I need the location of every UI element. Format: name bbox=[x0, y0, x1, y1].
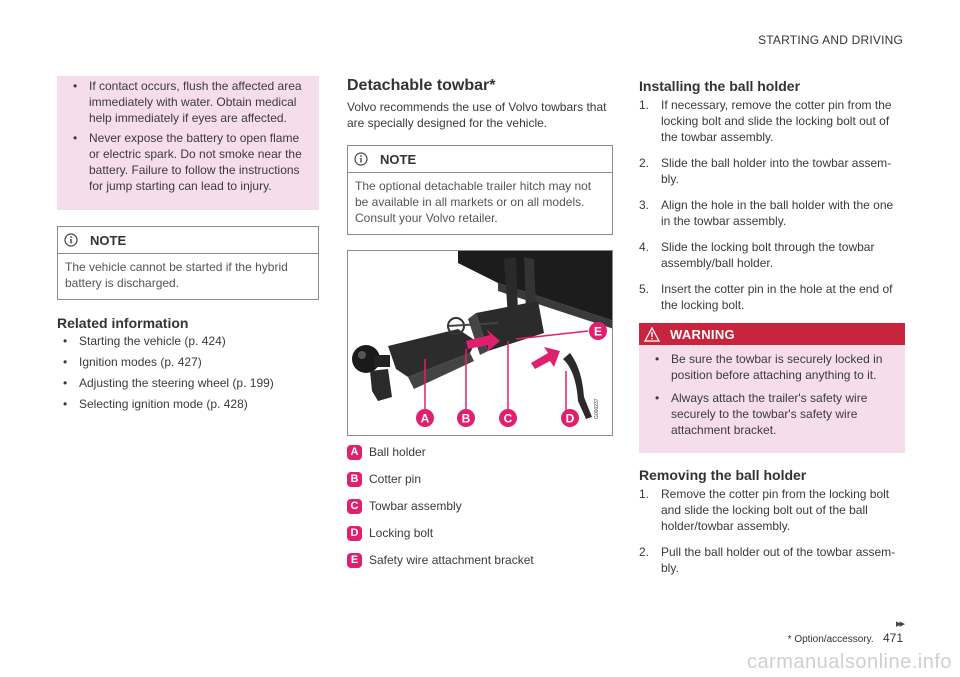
legend-text: Safety wire attachment bracket bbox=[369, 553, 534, 567]
install-step: 2. Slide the ball holder into the towbar assem-bly. bbox=[639, 156, 892, 186]
figure-label-e: E bbox=[593, 324, 603, 339]
middle-column bbox=[347, 76, 613, 579]
note-box bbox=[57, 226, 319, 300]
right-column bbox=[639, 76, 905, 586]
legend-item bbox=[347, 498, 613, 514]
warning-bullet: • Always attach the trailer's safety wire securely to the towbar's safety wire attachment bracket. bbox=[649, 390, 895, 438]
towbar-drawing bbox=[348, 251, 613, 435]
legend-letter: A bbox=[347, 445, 362, 460]
next-page-icon[interactable]: ▸▸ bbox=[895, 618, 903, 630]
figure-code: G000237 bbox=[594, 398, 600, 419]
legend-item bbox=[347, 471, 613, 487]
related-link[interactable]: • Adjusting the steering wheel (p. 199) bbox=[57, 375, 319, 391]
figure-label-a: A bbox=[420, 411, 430, 426]
legend-text: Ball holder bbox=[369, 445, 426, 459]
install-step: 3. Align the hole in the ball holder with the one in the towbar assembly. bbox=[639, 198, 894, 228]
remove-heading: Removing the ball holder bbox=[639, 467, 807, 483]
note-header bbox=[348, 146, 612, 173]
warning-title: WARNING bbox=[670, 326, 735, 342]
legend-text: Cotter pin bbox=[369, 472, 422, 486]
footnote: * Option/accessory. bbox=[787, 634, 874, 645]
step-text: Slide the ball holder into the towbar assem-bly. bbox=[661, 156, 892, 186]
install-heading: Installing the ball holder bbox=[639, 78, 801, 94]
towbar-title: Detachable towbar* bbox=[347, 77, 496, 94]
related-info-list bbox=[57, 333, 319, 412]
warning-bullet: • Be sure the towbar is securely locked in position before attaching anything to it. bbox=[649, 351, 895, 383]
remove-steps bbox=[639, 486, 905, 576]
legend-item bbox=[347, 444, 613, 460]
towbar-intro: Volvo recommends the use of Volvo towbars that are specially designed for the vehicle. bbox=[347, 100, 607, 130]
figure-label-d: D bbox=[565, 411, 575, 426]
note-text: The vehicle cannot be started if the hybrid battery is discharged. bbox=[65, 260, 288, 290]
legend-letter: D bbox=[347, 526, 362, 541]
section-header: STARTING AND DRIVING bbox=[758, 33, 903, 47]
install-steps bbox=[639, 97, 905, 313]
figure-label-b: B bbox=[461, 411, 471, 426]
note-box bbox=[347, 145, 613, 235]
related-link[interactable]: • Starting the vehicle (p. 424) bbox=[57, 333, 319, 349]
figure-legend bbox=[347, 444, 613, 568]
related-info-heading: Related information bbox=[57, 315, 189, 331]
install-step: 5. Insert the cotter pin in the hole at the end of the locking bolt. bbox=[639, 282, 893, 312]
step-text: Slide the locking bolt through the towbar assembly/ball holder. bbox=[661, 240, 875, 270]
page-number: 471 bbox=[882, 631, 903, 645]
left-column bbox=[57, 76, 319, 417]
related-link[interactable]: • Selecting ignition mode (p. 428) bbox=[57, 396, 319, 412]
note-title: NOTE bbox=[90, 232, 127, 248]
warning-body bbox=[639, 345, 905, 453]
info-circle-icon bbox=[354, 152, 368, 166]
warning-triangle-icon bbox=[644, 327, 660, 342]
legend-item bbox=[347, 525, 613, 541]
legend-text: Towbar assembly bbox=[369, 499, 462, 513]
page-footer bbox=[788, 631, 903, 645]
step-text: Insert the cotter pin in the hole at the end of the locking bolt. bbox=[661, 282, 893, 312]
step-text: Remove the cotter pin from the locking bolt and slide the locking bolt out of the ball holder/towbar assembly. bbox=[661, 487, 890, 533]
note-title: NOTE bbox=[380, 151, 417, 167]
towbar-illustration bbox=[347, 250, 613, 436]
warning-continuation bbox=[57, 76, 319, 210]
legend-letter: B bbox=[347, 472, 362, 487]
note-text: The optional detachable trailer hitch may not be available in all markets or on all models. Consult your Volvo retailer. bbox=[355, 179, 592, 225]
watermark: carmanualsonline.info bbox=[746, 651, 952, 673]
remove-step: 1. Remove the cotter pin from the locking bolt and slide the locking bolt out of the ball holder/towbar assembly. bbox=[639, 487, 890, 533]
step-text: If necessary, remove the cotter pin from the locking bolt and slide the locking bolt out of the towbar assembly. bbox=[661, 98, 892, 144]
warning-bullet: • If contact occurs, flush the affected area immediately with water. Obtain medical help immediately if eyes are affected. bbox=[67, 78, 309, 126]
step-text: Pull the ball holder out of the towbar assem-bly. bbox=[661, 545, 896, 575]
figure-label-c: C bbox=[503, 411, 513, 426]
warning-box bbox=[639, 323, 905, 453]
legend-item bbox=[347, 552, 613, 568]
install-step: 4. Slide the locking bolt through the towbar assembly/ball holder. bbox=[639, 240, 875, 270]
legend-text: Locking bolt bbox=[369, 526, 434, 540]
remove-step: 2. Pull the ball holder out of the towbar assem-bly. bbox=[639, 545, 896, 575]
info-circle-icon bbox=[64, 233, 78, 247]
warning-bullet: • Never expose the battery to open flame or electric spark. Do not smoke near the battery. Failure to follow the instructions for jump starting can lead to injury. bbox=[67, 130, 309, 194]
step-text: Align the hole in the ball holder with the one in the towbar assembly. bbox=[661, 198, 894, 228]
warning-header bbox=[639, 323, 905, 345]
install-step: 1. If necessary, remove the cotter pin from the locking bolt and slide the locking bolt out of the towbar assembly. bbox=[639, 98, 892, 144]
legend-letter: C bbox=[347, 499, 362, 514]
legend-letter: E bbox=[347, 553, 362, 568]
note-header bbox=[58, 227, 318, 254]
related-link[interactable]: • Ignition modes (p. 427) bbox=[57, 354, 319, 370]
